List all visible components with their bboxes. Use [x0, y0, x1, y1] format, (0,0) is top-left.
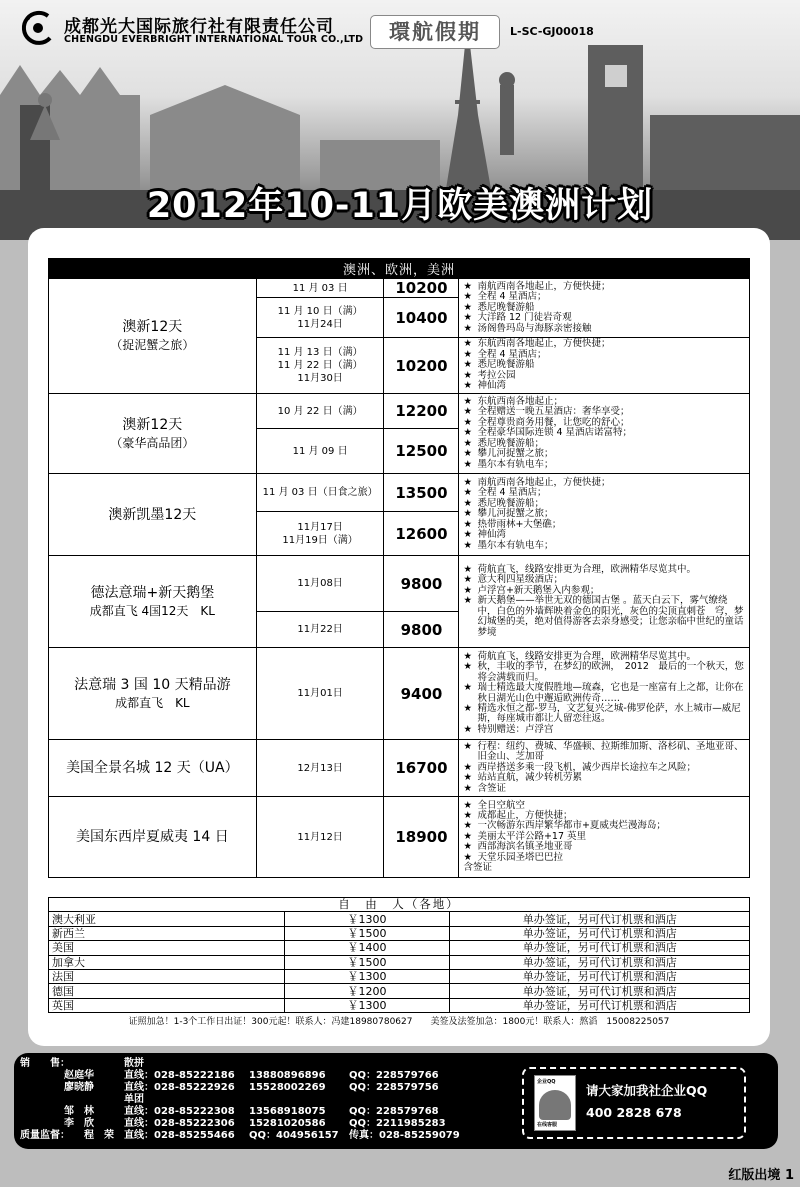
country-cell: 加拿大 — [49, 955, 285, 969]
company-name-en: CHENGDU EVERBRIGHT INTERNATIONAL TOUR CO.,LTD — [64, 34, 364, 45]
note-cell: 单办签证，另可代订机票和酒店 — [450, 969, 750, 983]
price-cell: 10400 — [384, 298, 459, 338]
desc-line: ★ 精选永恒之都-罗马，文艺复兴之城-佛罗伦萨，水上城市—威尼斯，每座城市都让人留恋往返。 — [463, 704, 746, 725]
desc-line: ★ 西部海滨名镇圣地亚哥 — [463, 842, 746, 852]
contact-tel: 直线：028-85222306 — [124, 1118, 235, 1129]
desc-line: ★ 行程：纽约、费城、华盛顿、拉斯维加斯、洛杉矶、圣地亚哥、旧金山、芝加哥 — [463, 742, 746, 763]
price-cell: 12200 — [384, 394, 459, 429]
quality-qq: QQ：404956157 — [249, 1130, 339, 1141]
contact-mobile: 13880896896 — [249, 1070, 326, 1081]
contact-list — [20, 1058, 489, 1142]
contact-tel: 直线：028-85222186 — [124, 1070, 235, 1081]
contact-mobile: 15528002269 — [249, 1082, 326, 1093]
route-cell — [49, 394, 257, 474]
desc-line: ★ 全程尊贵商务用餐，让您吃的舒心； — [463, 418, 746, 428]
price-cell: ￥1300 — [284, 912, 450, 926]
date-cell: 11月22日 — [256, 612, 384, 648]
dantuan-label: 单团 — [124, 1094, 144, 1105]
date-cell — [256, 298, 384, 338]
contact-tel: 直线：028-85222308 — [124, 1106, 235, 1117]
enterprise-qq-box[interactable] — [522, 1067, 746, 1139]
tour-table — [48, 258, 750, 878]
route-sub: （豪华高品团） — [110, 435, 195, 450]
route-cell — [49, 556, 257, 648]
free-table-header-label: 自 由 人（各地） — [49, 898, 750, 912]
route-name: 法意瑞 3 国 10 天精品游 — [74, 676, 231, 693]
description-cell — [459, 279, 750, 338]
price-cell: 16700 — [384, 740, 459, 797]
table-row — [49, 556, 750, 612]
company-logo — [18, 10, 58, 46]
desc-line: ★ 南航西南各地起止，方便快捷； — [463, 478, 746, 488]
tour-table-header — [49, 259, 750, 279]
desc-line: ★ 天堂乐园圣塔巴巴拉 — [463, 853, 746, 863]
price-cell: 18900 — [384, 797, 459, 878]
desc-line: ★ 卢浮宫+新天鹅堡入内参观； — [463, 586, 746, 596]
desc-line: ★ 热带雨林+大堡礁； — [463, 520, 746, 530]
price-cell: ￥1500 — [284, 955, 450, 969]
desc-line: ★ 墨尔本有轨电车； — [463, 541, 746, 551]
country-cell: 德国 — [49, 984, 285, 998]
table-row — [49, 797, 750, 878]
table-row — [49, 394, 750, 429]
route-name: 美国东西岸夏威夷 14 日 — [75, 829, 229, 845]
contact-row — [20, 1082, 489, 1094]
contact-name: 李 欣 — [64, 1118, 94, 1129]
brand-badge: 環航假期 — [370, 15, 500, 49]
date-cell: 11 月 03 日 — [256, 279, 384, 298]
contact-qq: QQ：228579768 — [349, 1106, 439, 1117]
price-cell: ￥1300 — [284, 969, 450, 983]
price-cell: 9800 — [384, 612, 459, 648]
free-table-header — [49, 898, 750, 912]
desc-line: ★ 神仙湾 — [463, 381, 746, 391]
desc-line: ★ 秋，丰收的季节，在梦幻的欧洲， 2012 最后的一个秋天，您将会满载而归。 — [463, 662, 746, 683]
desc-line: ★ 瑞士精选最大度假胜地—琉森，它也是一座富有上之都，让你在秋日湖光山色中邂逅欧洲传奇…… — [463, 683, 746, 704]
route-name: 澳新12天 — [122, 319, 183, 335]
desc-line: ★ 特别赠送：卢浮宫 — [463, 725, 746, 735]
note-cell: 单办签证，另可代订机票和酒店 — [450, 955, 750, 969]
price-cell: 9400 — [384, 648, 459, 740]
date-cell: 11月01日 — [256, 648, 384, 740]
table-row — [49, 740, 750, 797]
date-cell: 11月12日 — [256, 797, 384, 878]
route-cell — [49, 740, 257, 797]
description-cell — [459, 797, 750, 878]
contact-qq: QQ：228579756 — [349, 1082, 439, 1093]
price-cell: 12500 — [384, 429, 459, 474]
qq-img-caption: 企业QQ — [537, 1079, 556, 1085]
desc-line: ★ 全日空航空 — [463, 801, 746, 811]
contact-footer — [14, 1053, 778, 1149]
desc-line: ★ 东航西南各地起止； — [463, 397, 746, 407]
price-cell: 10200 — [384, 279, 459, 298]
route-sub: 成都直飞 KL — [115, 695, 190, 710]
price-cell: ￥1200 — [284, 984, 450, 998]
quality-name: 程 荣 — [84, 1130, 114, 1141]
description-cell — [459, 474, 750, 556]
contact-name: 赵庭华 — [64, 1070, 94, 1081]
table-row — [49, 648, 750, 740]
price-cell: 12600 — [384, 512, 459, 556]
note-cell: 单办签证，另可代订机票和酒店 — [450, 984, 750, 998]
desc-line: ★ 攀儿河捉蟹之旅； — [463, 509, 746, 519]
date-cell: 11月08日 — [256, 556, 384, 612]
qq-box-title: 请大家加我社企业QQ — [586, 1083, 708, 1098]
table-row — [49, 279, 750, 298]
page-title: 2012年10-11月欧美澳洲计划 — [146, 186, 654, 226]
express-visa-note: 证照加急！1-3个工作日出证！300元起！联系人：冯建18980780627 美签及法签加急：1800元！联系人：熬滔 15008225057 — [128, 1017, 670, 1027]
note-cell: 单办签证，另可代订机票和酒店 — [450, 998, 750, 1012]
date-cell — [256, 338, 384, 394]
table-row — [49, 941, 750, 955]
contact-row — [20, 1070, 489, 1082]
contact-name: 廖晓静 — [64, 1082, 94, 1093]
desc-line: ★ 悉尼晚餐游船； — [463, 499, 746, 509]
desc-line: 含签证 — [463, 862, 492, 874]
desc-line: ★ 攀儿河捉蟹之旅； — [463, 449, 746, 459]
table-row — [49, 955, 750, 969]
desc-line: ★ 考拉公园 — [463, 371, 746, 381]
desc-line: ★ 荷航直飞，线路安排更为合理，欧洲精华尽览其中。 — [463, 565, 746, 575]
qq-avatar — [534, 1075, 576, 1131]
qq-img-caption: 在线客服 — [537, 1122, 558, 1128]
desc-line: ★ 墨尔本有轨电车； — [463, 460, 746, 470]
price-cell: 13500 — [384, 474, 459, 512]
desc-line: ★ 悉尼晚餐游船 — [463, 360, 746, 370]
company-name-cn: 成都光大国际旅行社有限责任公司 — [64, 17, 334, 37]
country-cell: 澳大利亚 — [49, 912, 285, 926]
table-row — [49, 969, 750, 983]
desc-line: ★ 悉尼晚餐游船 — [463, 303, 746, 313]
free-traveler-table — [48, 897, 750, 1013]
quality-fax: 传真：028-85259079 — [349, 1130, 460, 1141]
note-cell: 单办签证，另可代订机票和酒店 — [450, 926, 750, 940]
desc-line: ★ 站站直航，减少转机劳累 — [463, 773, 746, 783]
note-cell: 单办签证，另可代订机票和酒店 — [450, 941, 750, 955]
desc-line: ★ 全程 4 星酒店； — [463, 350, 746, 360]
desc-line: ★ 荷航直飞，线路安排更为合理，欧洲精华尽览其中。 — [463, 652, 746, 662]
sales-label: 销 售： — [20, 1058, 70, 1069]
date-cell: 12月13日 — [256, 740, 384, 797]
license-number: L-SC-GJ00018 — [510, 25, 594, 38]
contact-row — [20, 1106, 489, 1118]
country-cell: 新西兰 — [49, 926, 285, 940]
route-sub: 成都直飞 4国12天 KL — [89, 603, 215, 618]
route-cell — [49, 648, 257, 740]
date-cell: 10 月 22 日（满） — [256, 394, 384, 429]
price-cell: 9800 — [384, 556, 459, 612]
route-cell — [49, 797, 257, 878]
desc-line: ★ 大洋路 12 门徒岩奇观 — [463, 313, 746, 323]
table-row — [49, 926, 750, 940]
contact-qq: QQ：2211985283 — [349, 1118, 446, 1129]
description-cell — [459, 556, 750, 648]
qq-box-number: 400 2828 678 — [586, 1105, 682, 1120]
desc-line: ★ 西岸搭送多乘一段飞机，减少西岸长途拉车之风险； — [463, 763, 746, 773]
country-cell: 英国 — [49, 998, 285, 1012]
quality-tel: 直线：028-85255466 — [124, 1130, 235, 1141]
page-label: 红版出境 1 — [728, 1168, 794, 1183]
country-cell: 法国 — [49, 969, 285, 983]
description-cell — [459, 338, 750, 394]
country-cell: 美国 — [49, 941, 285, 955]
date-line: 11 月 13 日（满） 11 月 22 日（满） 11月30日 — [277, 347, 363, 384]
desc-line: ★ 神仙湾 — [463, 530, 746, 540]
header-banner — [0, 0, 800, 240]
date-cell: 11 月 03 日（日食之旅） — [256, 474, 384, 512]
route-cell — [49, 474, 257, 556]
date-line: 11月17日 11月19日（满） — [282, 521, 358, 546]
price-cell: 10200 — [384, 338, 459, 394]
desc-line: ★ 新天鹅堡——举世无双的德国古堡 。蓝天白云下，雾气缭绕中，白色的外墙辉映着金色的阳光，灰色的尖顶直刺苍 穹，梦幻城堡的美，绝对值得游客去亲身感受；让您亲临中世纪的童话梦境 — [463, 596, 746, 638]
contact-tel: 直线：028-85222926 — [124, 1082, 235, 1093]
desc-line: ★ 含签证 — [463, 784, 746, 794]
quality-label: 质量监督： — [20, 1130, 70, 1141]
description-cell — [459, 740, 750, 797]
desc-line: ★ 成都起止，方便快捷； — [463, 811, 746, 821]
desc-line: ★ 南航西南各地起止，方便快捷； — [463, 282, 746, 292]
note-cell: 单办签证，另可代订机票和酒店 — [450, 912, 750, 926]
table-row — [49, 474, 750, 512]
desc-line: ★ 汤阁鲁玛岛与海豚亲密接触 — [463, 324, 746, 334]
price-cell: ￥1300 — [284, 998, 450, 1012]
desc-line: ★ 全程豪华国际连锁 4 星酒店诺富特； — [463, 428, 746, 438]
description-cell — [459, 648, 750, 740]
contact-qq: QQ：228579766 — [349, 1070, 439, 1081]
desc-line: ★ 一次畅游东西岸繁华都市+夏威夷烂漫海岛； — [463, 821, 746, 831]
route-name: 澳新凯墨12天 — [108, 506, 197, 523]
table-row — [49, 998, 750, 1012]
desc-line: ★ 美丽太平洋公路+17 英里 — [463, 832, 746, 842]
table-row — [49, 912, 750, 926]
quality-row — [20, 1130, 489, 1142]
contact-row — [20, 1118, 489, 1130]
route-sub: （捉泥蟹之旅） — [110, 338, 195, 352]
desc-line: ★ 意大利四星级酒店； — [463, 575, 746, 585]
desc-line: ★ 东航西南各地起止，方便快捷； — [463, 339, 746, 349]
contact-mobile: 15281020586 — [249, 1118, 326, 1129]
date-cell: 11 月 09 日 — [256, 429, 384, 474]
tour-table-header-label: 澳洲、欧洲，美洲 — [49, 259, 750, 279]
desc-line: ★ 悉尼晚餐游船； — [463, 439, 746, 449]
route-name: 德法意瑞+新天鹅堡 — [90, 584, 215, 601]
route-name: 澳新12天 — [122, 416, 183, 433]
route-name: 美国全景名城 12 天（UA） — [66, 760, 239, 776]
date-line: 11 月 10 日（满） 11月24日 — [277, 305, 363, 330]
sanpin-label: 散拼 — [124, 1058, 144, 1069]
contact-name: 邹 林 — [64, 1106, 94, 1117]
desc-line: ★ 全程 4 星酒店； — [463, 488, 746, 498]
desc-line: ★ 全程赠送一晚五星酒店：奢华享受； — [463, 407, 746, 417]
date-cell — [256, 512, 384, 556]
table-row — [49, 984, 750, 998]
route-cell — [49, 279, 257, 394]
price-cell: ￥1500 — [284, 926, 450, 940]
contact-mobile: 13568918075 — [249, 1106, 326, 1117]
desc-line: ★ 全程 4 星酒店； — [463, 292, 746, 302]
price-cell: ￥1400 — [284, 941, 450, 955]
description-cell — [459, 394, 750, 474]
